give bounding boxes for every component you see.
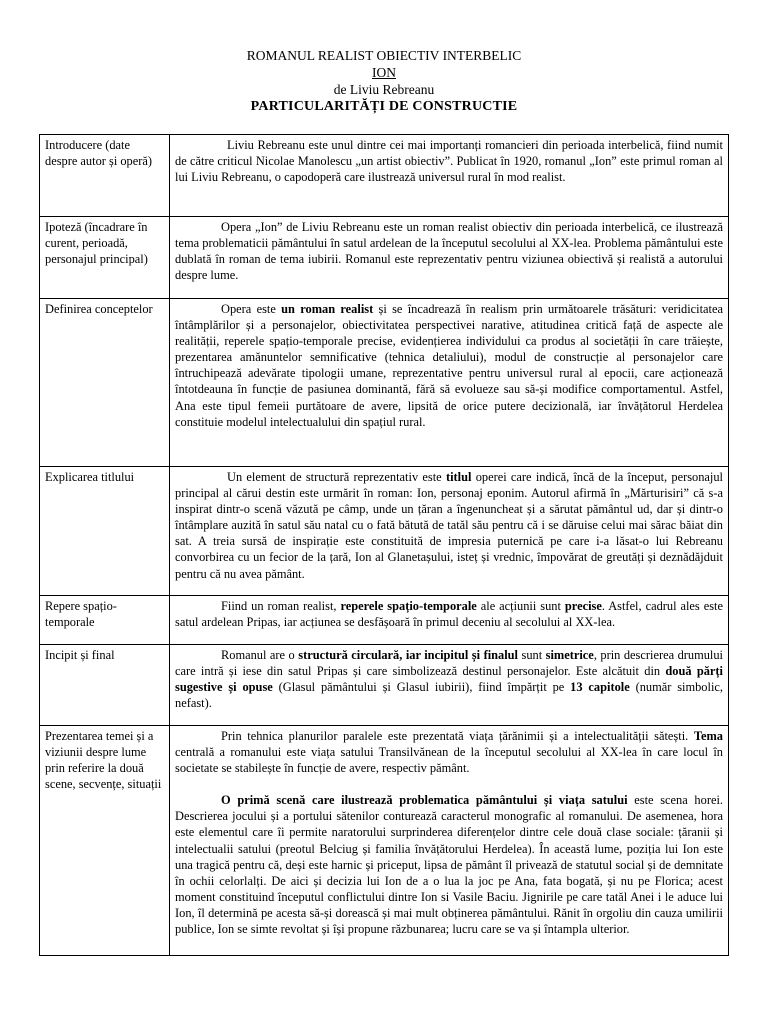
row-label: Incipit și final (40, 645, 170, 726)
row-content: Romanul are o structură circulară, iar incipitul și finalul sunt simetrice, prin descrierea drumului care intră și iese din satul Pripas și care simbolizează destinul personajelor. Este alcătuit din două părți sugestive și opuse (Glasul pământului și Glasul iubirii), fiind împărțit pe 13 capitole (număr simbolic, nefast). (170, 645, 729, 726)
row-label: Definirea conceptelor (40, 299, 170, 467)
work-title: ION (372, 65, 396, 80)
row-content: Liviu Rebreanu este unul dintre cei mai importanți romancieri din perioada interbelică, fiind numit de către criticul Nicolae Manolescu „un artist obiectiv”. Publicat în 1920, romanul „Ion” este primul roman al lui Liviu Rebreanu, o capodoperă care ilustrează universul rural în mod realist. (170, 135, 729, 217)
row-content: Un element de structură reprezentativ este titlul operei care indică, încă de la început, personajul principal al cărui destin este urmărit în roman: Ion, personaj eponim. Autorul afirmă în „Mărturisiri” că s-a inspirat dintr-o scenă văzută pe câmp, unde un țăran a îngenuncheat și a sărutat pământul ud, dar și dintr-o întâmplare auzită în satul său natal cu o fată bătută de tatăl său pentru că i se dăruise celui mai sărac băiat din sat. A treia sursă de inspirație este constituită de impresia puternică pe care i-a lăsat-o lui Rebreanu convorbirea cu un fecior de la țară, Ion al Glanetașului, isteț și vrednic, împovărat de greutăți și deznădăjduit pentru că nu avea pământ. (170, 467, 729, 596)
table-row (40, 726, 729, 956)
row-label: Repere spațio-temporale (40, 596, 170, 645)
row-content: Fiind un roman realist, reperele spațio-temporale ale acțiunii sunt precise. Astfel, cadrul ales este satul ardelean Pripas, iar acțiunea se desfășoară în primul deceniu al secolului al XX-lea. (170, 596, 729, 645)
table-row (40, 299, 729, 467)
row-label: Ipoteză (încadrare în curent, perioadă, personajul principal) (40, 217, 170, 299)
table-row (40, 135, 729, 217)
construction-table (39, 134, 729, 956)
table-row (40, 217, 729, 299)
document-header (0, 47, 768, 115)
section-title: PARTICULARITĂȚI DE CONSTRUCTIE (250, 99, 518, 114)
row-content: Opera este un roman realist și se încadrează în realism prin următoarele trăsături: veridicitatea întâmplărilor și a personajelor, obiectivitatea perspectivei narative, atitudinea critică față de aspecte ale realității, reperele spațio-temporale precise, evidențierea individului ca produs al societății în care trăiește, prezentarea amănuntelor semnificative (tehnica detaliului), modul de construcție al personajelor care întruchipează adevărate tipologii umane, reprezentative pentru universul rural al epocii, care acționează întotdeauna în funcție de pasiunea dominantă, fără să evolueze sau să-și modifice comportamentul. Astfel, Ana este tipul femeii purtătoare de avere, lipsită de orice putere decizională, iar învățătorul Herdelea constituie modelul intelectualului din spațiul rural. (170, 299, 729, 467)
table-row (40, 596, 729, 645)
row-label: Introducere (date despre autor și operă) (40, 135, 170, 217)
row-content: Prin tehnica planurilor paralele este prezentată viața țărănimii și a intelectualității sătești. Tema centrală a romanului este viața satului Transilvănean de la începutul secolului al XX-lea în care locul în societate se stabilește în funcție de avere, respectiv pământ. O primă scenă care ilustrează problematica pământului și viața satului este scena horei. Descrierea jocului și a portului sătenilor conturează caracterul monografic al romanului. De asemenea, hora este elementul care îi permite naratorului surprinderea diferențelor dintre cele două clase sociale: țăranii și intelectualii satului (preotul Belciug și familia învățătorului Herdelea). În această lume, poziția lui Ion este una tragică pentru că, deși este harnic și priceput, lipsa de pământ îl privează de statutul social și de demnitate în ochii celorlalți. De aici și decizia lui Ion de a o lua la joc pe Ana, fata bogată, și nu pe Florica; acest moment constituind începutul conflictului dintre Ion si Vasile Baciu. Jignirile pe care tatăl Anei i le aduce lui Ion, îl determină pe acesta să-și dorească și mai mult obținerea pământului. Rănit în orgoliu din cauza umilirii publice, Ion se simte revoltat și își propune răzbunarea; lucru care se va și întampla ulterior. (170, 726, 729, 956)
row-label: Explicarea titlului (40, 467, 170, 596)
author-line: de Liviu Rebreanu (333, 82, 435, 97)
table-row (40, 467, 729, 596)
row-label: Prezentarea temei și a viziunii despre lume prin referire la două scene, secvențe, situații (40, 726, 170, 956)
table-row (40, 645, 729, 726)
document-title: ROMANUL REALIST OBIECTIV INTERBELIC (246, 48, 522, 63)
row-content: Opera „Ion” de Liviu Rebreanu este un roman realist obiectiv din perioada interbelică, ce ilustrează tema problematicii pământului în satul ardelean de la începutul secolului al XX-lea. Problema pământului este dublată în roman de tema iubirii. Romanul este reprezentativ pentru viziunea obiectivă și realistă a autorului despre lume. (170, 217, 729, 299)
